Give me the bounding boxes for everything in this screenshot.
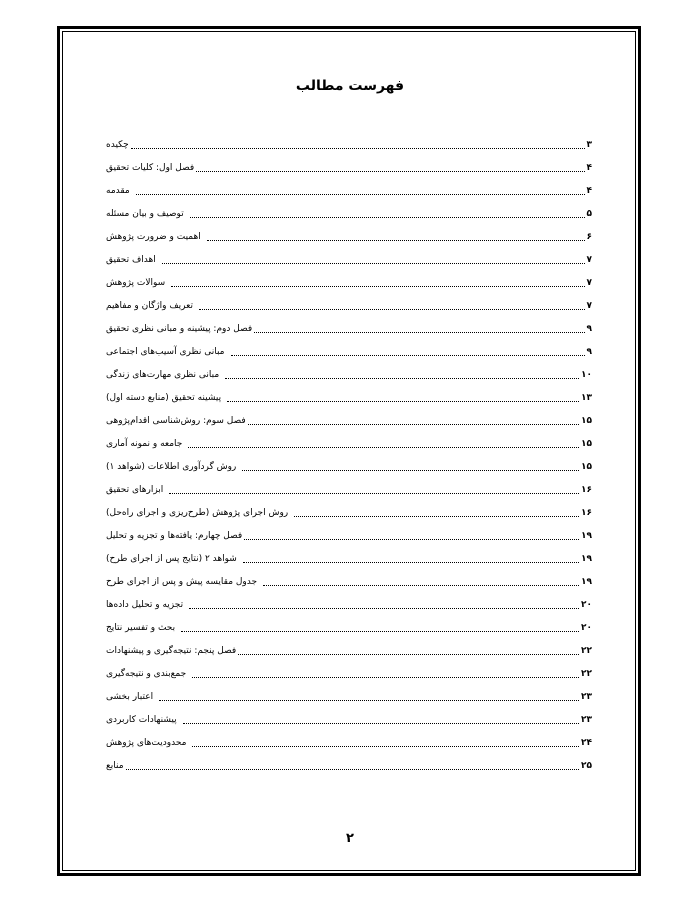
toc-entry: [106, 593, 592, 616]
toc-entry-page: ۱۵: [581, 461, 592, 472]
toc-entry-title: جمع‌بندی و نتیجه‌گیری: [106, 668, 187, 679]
toc-entry: [106, 754, 592, 777]
toc-entry-title: فصل سوم: روش‌شناسی اقدام‌پژوهی: [106, 415, 246, 426]
toc-entry-page: ۷: [586, 300, 592, 311]
toc-entry-title: اهمیت و ضرورت پژوهش: [106, 231, 201, 242]
toc-entry-page: ۱۰: [581, 369, 592, 380]
toc-entry-page: ۷: [586, 277, 592, 288]
page-number: ۲: [346, 831, 354, 846]
toc-entry-title: جدول مقایسه پیش و پس از اجرای طرح: [106, 576, 258, 587]
toc-entry: [106, 662, 592, 685]
toc-dot-leader: [227, 400, 579, 402]
toc-entry-page: ۱۶: [581, 507, 592, 518]
toc-entry-title: بحث و تفسیر نتایج: [106, 622, 176, 633]
toc-dot-leader: [188, 446, 579, 448]
toc-entry-page: ۱۳: [581, 392, 592, 403]
toc-entry-page: ۱۵: [581, 438, 592, 449]
toc-entry: [106, 708, 592, 731]
toc-entry-title: جامعه و نمونه آماری: [106, 438, 183, 449]
toc-entry-title: روش گردآوری اطلاعات (شواهد ۱): [106, 461, 237, 472]
toc-entry: [106, 179, 592, 202]
toc-entry-title: ابزارهای تحقیق: [106, 484, 164, 495]
toc-entry: [106, 524, 592, 547]
page-title: فهرست مطالب: [295, 78, 405, 94]
toc-dot-leader: [244, 538, 579, 540]
toc-entry-page: ۲۰: [581, 599, 592, 610]
toc-entry: [106, 225, 592, 248]
toc-dot-leader: [254, 331, 584, 333]
toc-entry-page: ۲۲: [581, 645, 592, 656]
toc-entry-title: مقدمه: [106, 185, 130, 196]
toc-dot-leader: [207, 239, 585, 241]
toc-entry-title: اهداف تحقیق: [106, 254, 156, 265]
toc-entry: [106, 271, 592, 294]
toc-entry-title: پیشنهادات کاربردی: [106, 714, 177, 725]
toc-dot-leader: [131, 147, 585, 149]
toc-dot-leader: [238, 653, 579, 655]
toc-entry: [106, 294, 592, 317]
toc-entry: [106, 639, 592, 662]
toc-dot-leader: [159, 699, 579, 701]
toc-entry-title: شواهد ۲ (نتایج پس از اجرای طرح): [106, 553, 237, 564]
toc-dot-leader: [231, 354, 585, 356]
toc-entry: [106, 202, 592, 225]
toc-entry: [106, 133, 592, 156]
toc-entry-title: فصل پنجم: نتیجه‌گیری و پیشنهادات: [106, 645, 237, 656]
toc-entry: [106, 501, 592, 524]
toc-entry: [106, 432, 592, 455]
toc-dot-leader: [183, 722, 579, 724]
toc-entry-title: مبانی نظری آسیب‌های اجتماعی: [106, 346, 225, 357]
toc-entry-title: مبانی نظری مهارت‌های زندگی: [106, 369, 220, 380]
toc-entry-page: ۱۹: [581, 576, 592, 587]
table-of-contents: [106, 133, 592, 777]
toc-entry-title: تجزیه و تحلیل داده‌ها: [106, 599, 184, 610]
toc-dot-leader: [192, 676, 579, 678]
toc-entry-page: ۲۲: [581, 668, 592, 679]
toc-entry-page: ۱۵: [581, 415, 592, 426]
toc-entry-title: تعریف واژگان و مفاهیم: [106, 300, 193, 311]
toc-dot-leader: [248, 423, 579, 425]
toc-entry-page: ۷: [586, 254, 592, 265]
toc-entry-page: ۲۵: [581, 760, 592, 771]
toc-entry-title: فصل چهارم: یافته‌ها و تجزیه و تحلیل: [106, 530, 243, 541]
toc-entry-title: فصل اول: کلیات تحقیق: [106, 162, 195, 173]
toc-entry: [106, 156, 592, 179]
toc-entry: [106, 731, 592, 754]
toc-dot-leader: [243, 561, 579, 563]
toc-dot-leader: [263, 584, 579, 586]
toc-entry: [106, 478, 592, 501]
toc-dot-leader: [196, 170, 584, 172]
toc-entry: [106, 685, 592, 708]
toc-entry-page: ۱۶: [581, 484, 592, 495]
toc-dot-leader: [192, 745, 579, 747]
toc-entry-page: ۵: [586, 208, 592, 219]
toc-dot-leader: [181, 630, 579, 632]
toc-entry-title: اعتبار بخشی: [106, 691, 154, 702]
toc-entry-page: ۴: [586, 185, 592, 196]
toc-entry-title: محدودیت‌های پژوهش: [106, 737, 187, 748]
toc-entry-page: ۴: [586, 162, 592, 173]
toc-entry-page: ۲۳: [581, 714, 592, 725]
toc-entry-page: ۲۴: [581, 737, 592, 748]
toc-dot-leader: [189, 607, 579, 609]
toc-entry-title: منابع: [106, 760, 124, 771]
toc-entry: [106, 455, 592, 478]
toc-entry: [106, 363, 592, 386]
toc-entry: [106, 409, 592, 432]
toc-entry: [106, 248, 592, 271]
toc-dot-leader: [294, 515, 579, 517]
toc-entry-page: ۲۰: [581, 622, 592, 633]
toc-dot-leader: [136, 193, 585, 195]
toc-entry-title: سوالات پژوهش: [106, 277, 166, 288]
toc-dot-leader: [199, 308, 585, 310]
toc-entry-page: ۹: [586, 323, 592, 334]
toc-entry-page: ۶: [586, 231, 592, 242]
toc-entry-page: ۱۹: [581, 530, 592, 541]
toc-entry-page: ۲۳: [581, 691, 592, 702]
toc-dot-leader: [171, 285, 584, 287]
toc-entry-page: ۹: [586, 346, 592, 357]
toc-entry-title: چکیده: [106, 139, 129, 150]
toc-dot-leader: [190, 216, 585, 218]
toc-entry: [106, 570, 592, 593]
toc-entry-title: پیشینه تحقیق (منابع دسته اول): [106, 392, 222, 403]
toc-entry-page: ۳: [586, 139, 592, 150]
toc-entry: [106, 386, 592, 409]
toc-entry-title: روش اجرای پژوهش (طرح‌ریزی و اجرای راه‌حل): [106, 507, 289, 518]
toc-entry: [106, 547, 592, 570]
toc-dot-leader: [225, 377, 579, 379]
toc-dot-leader: [162, 262, 585, 264]
toc-dot-leader: [126, 768, 579, 770]
toc-dot-leader: [169, 492, 579, 494]
toc-entry: [106, 317, 592, 340]
toc-entry-title: فصل دوم: پیشینه و مبانی نظری تحقیق: [106, 323, 253, 334]
toc-dot-leader: [242, 469, 579, 471]
toc-entry-title: توصیف و بیان مسئله: [106, 208, 184, 219]
toc-entry: [106, 340, 592, 363]
toc-entry: [106, 616, 592, 639]
toc-entry-page: ۱۹: [581, 553, 592, 564]
